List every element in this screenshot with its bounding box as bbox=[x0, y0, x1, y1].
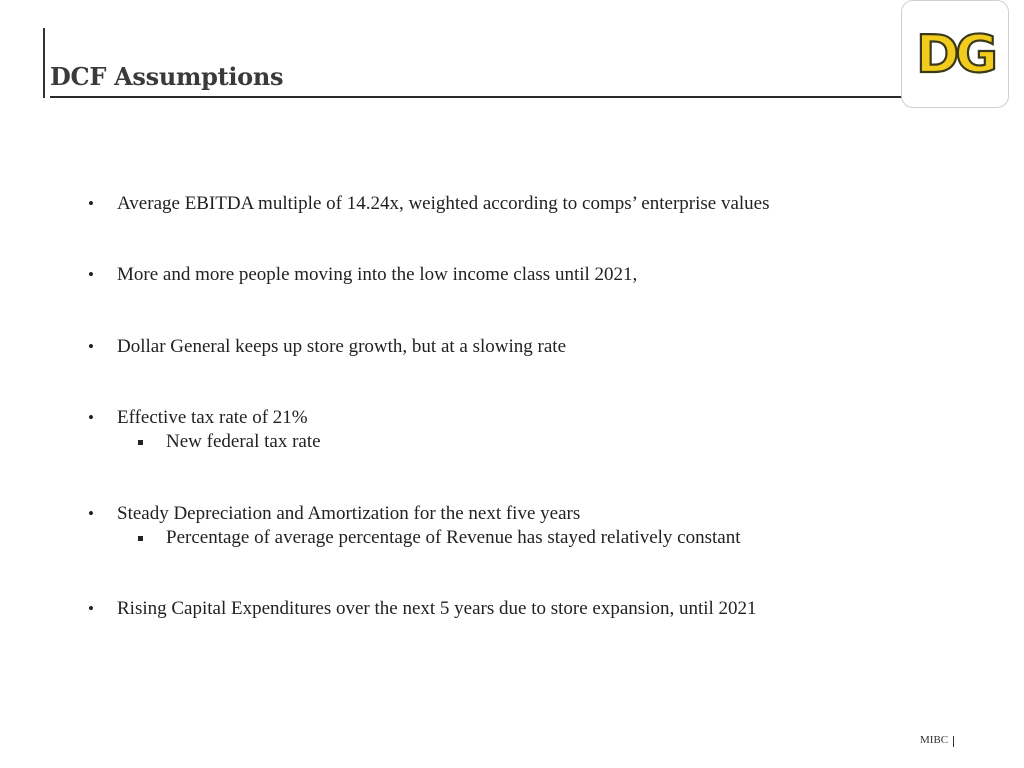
square-bullet-icon bbox=[138, 440, 143, 445]
square-bullet-icon bbox=[138, 536, 143, 541]
bullet-glyph: • bbox=[88, 504, 94, 523]
logo-lettering: DG bbox=[916, 25, 994, 85]
bullet-glyph: • bbox=[88, 408, 94, 427]
bullet-text: Steady Depreciation and Amortization for the next five years bbox=[117, 503, 581, 524]
bullet-text: Average EBITDA multiple of 14.24x, weighted according to comps’ enterprise values bbox=[117, 193, 770, 214]
bullet-glyph: • bbox=[88, 337, 94, 356]
bullet-glyph: • bbox=[88, 265, 94, 284]
bullet-glyph: • bbox=[88, 194, 94, 213]
footer-divider bbox=[953, 736, 954, 747]
sub-bullet-text: New federal tax rate bbox=[166, 431, 321, 452]
footer-label: MIBC bbox=[920, 734, 949, 746]
bullet-text: More and more people moving into the low income class until 2021, bbox=[117, 264, 638, 285]
bullet-glyph: • bbox=[88, 599, 94, 618]
bullet-text: Dollar General keeps up store growth, but at a slowing rate bbox=[117, 336, 567, 357]
sub-bullet-text: Percentage of average percentage of Revenue has stayed relatively constant bbox=[166, 527, 741, 548]
bullet-text: Effective tax rate of 21% bbox=[117, 407, 308, 428]
bullet-text: Rising Capital Expenditures over the next 5 years due to store expansion, until 2021 bbox=[117, 598, 757, 619]
page-title: DCF Assumptions bbox=[50, 62, 284, 91]
